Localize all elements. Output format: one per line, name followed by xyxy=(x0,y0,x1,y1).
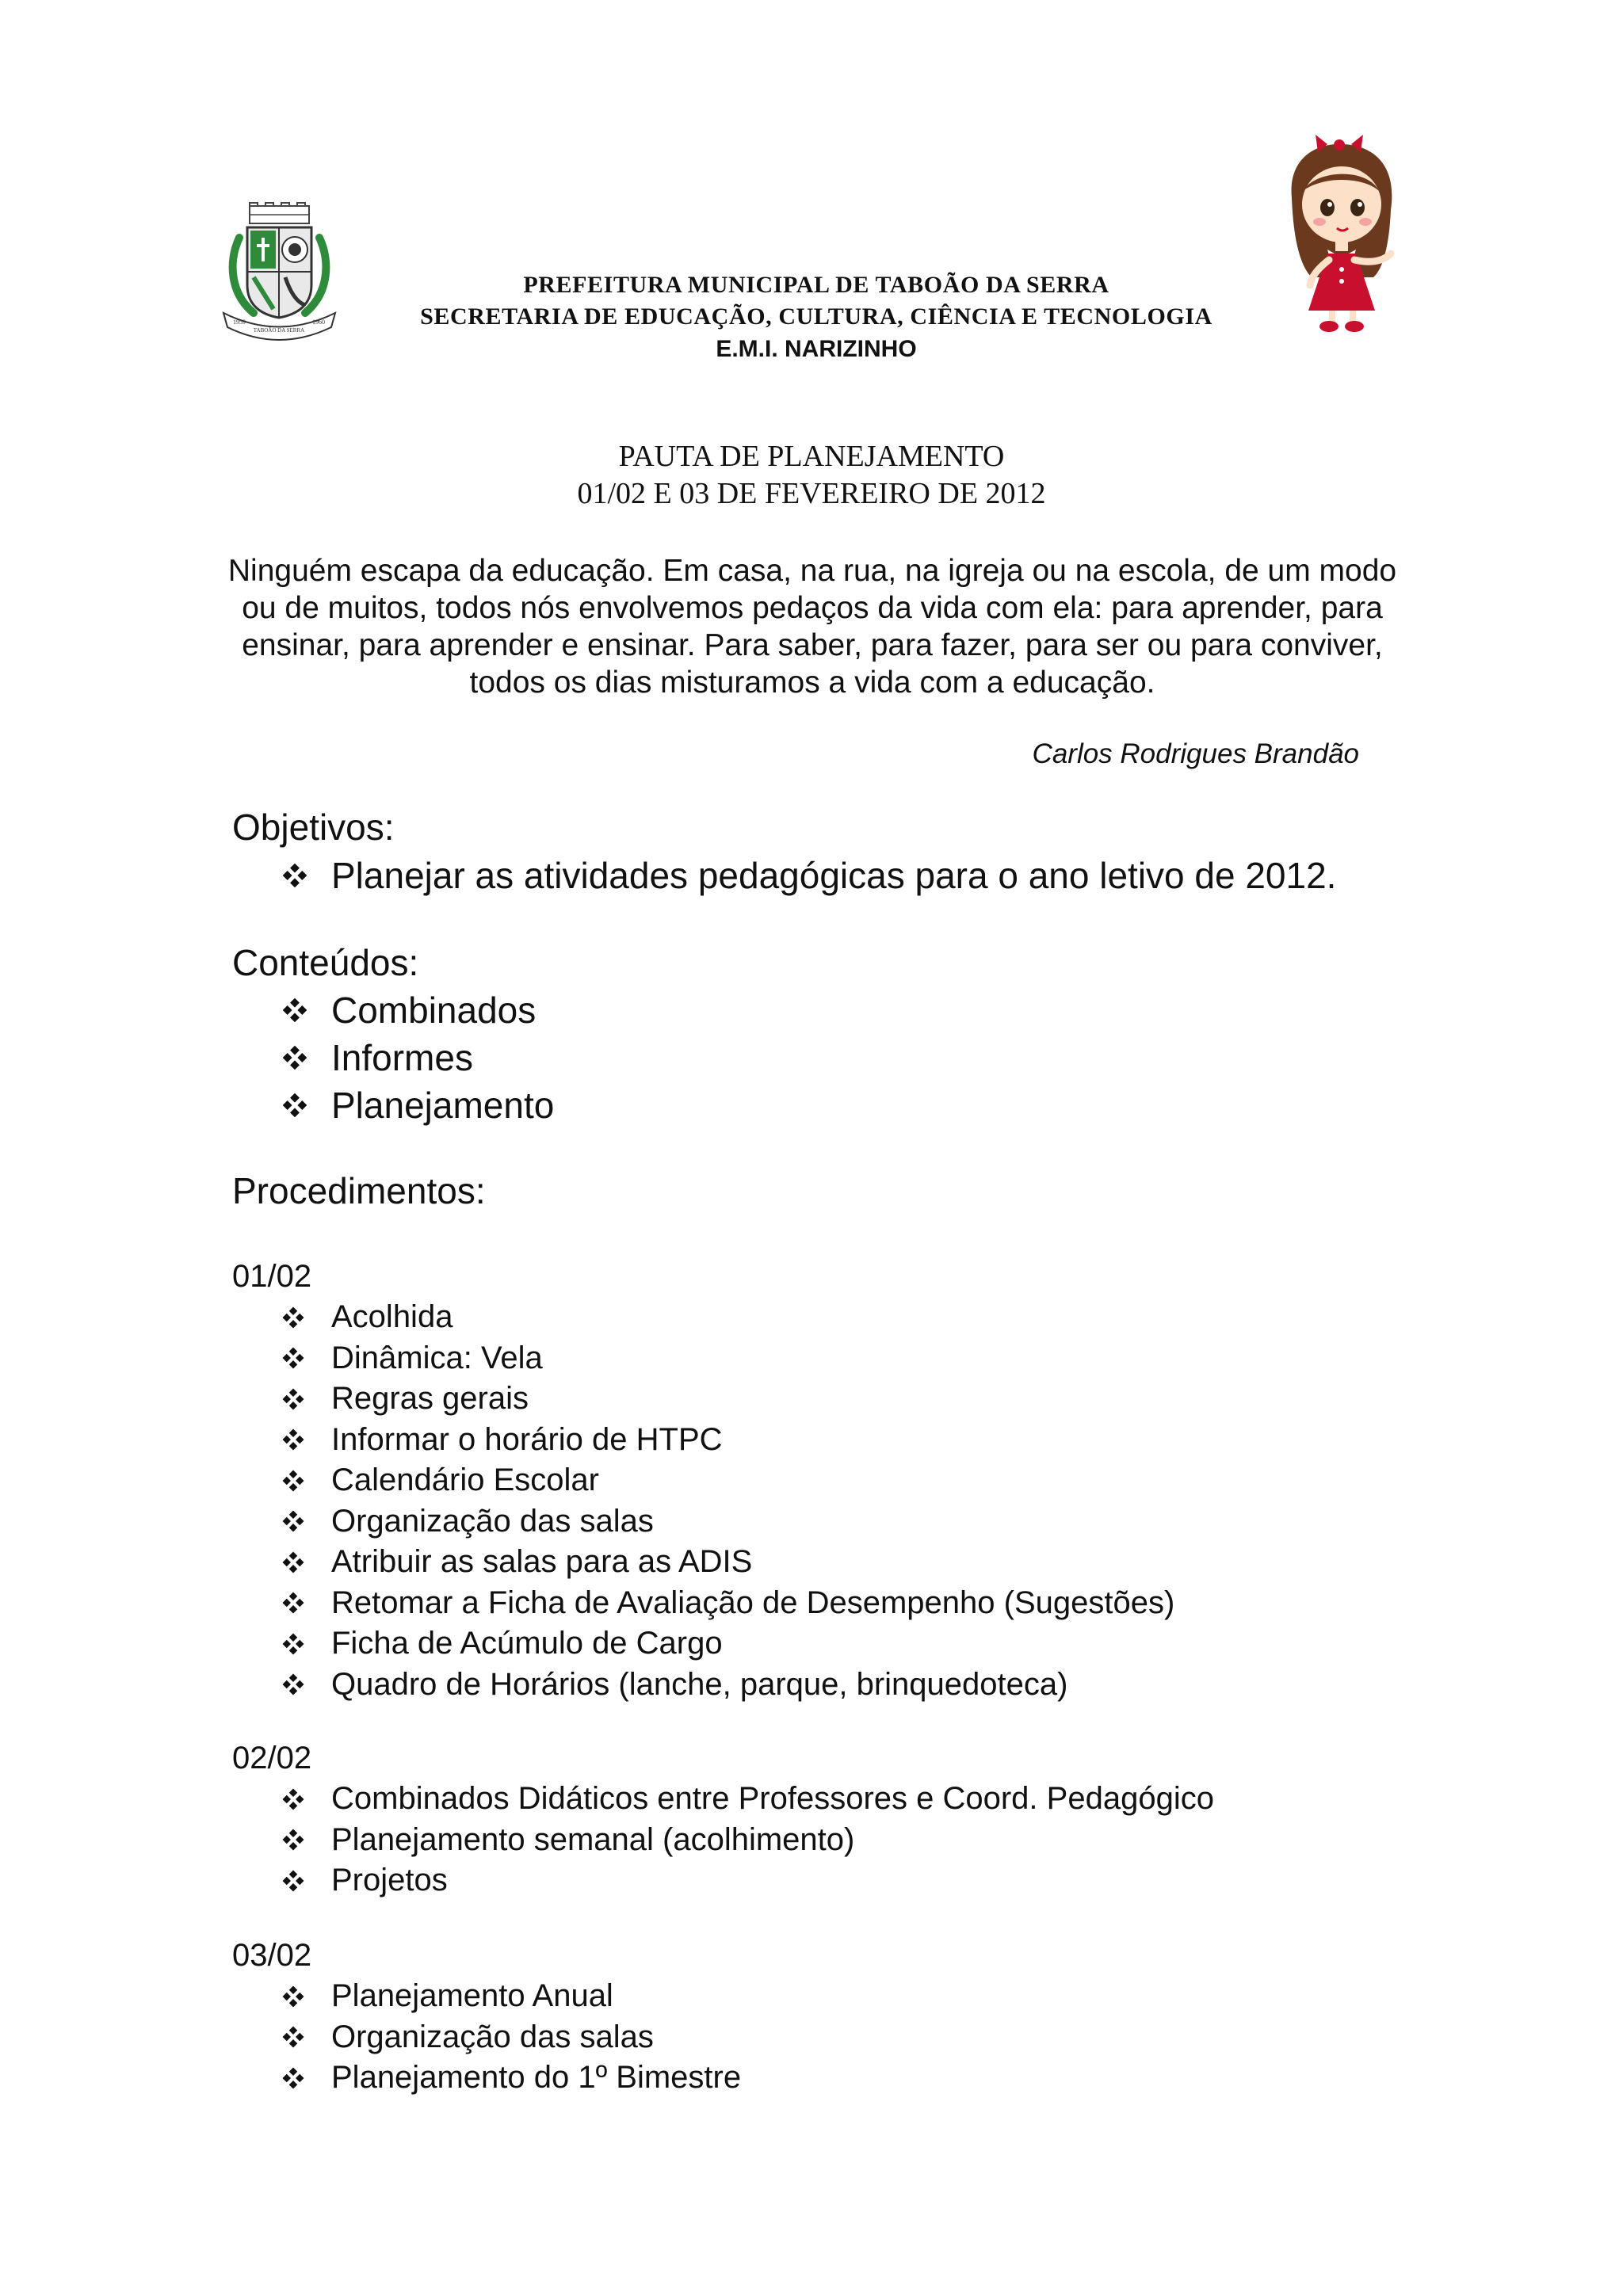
document-title xyxy=(0,438,1623,513)
list-item xyxy=(281,1460,1174,1501)
list-item-text: Combinados Didáticos entre Professores e Coord. Pedagógico xyxy=(331,1781,1214,1816)
day-0302-list xyxy=(281,1976,741,2099)
list-item xyxy=(281,1820,1214,1861)
list-item-text: Organização das salas xyxy=(331,1503,654,1539)
list-item xyxy=(281,1034,554,1081)
diamond-bullet-icon xyxy=(281,2025,305,2049)
diamond-bullet-icon xyxy=(281,1387,305,1411)
svg-text:1960: 1960 xyxy=(312,318,325,326)
day-label-0202: 02/02 xyxy=(232,1741,312,1775)
diamond-bullet-icon xyxy=(281,1428,305,1451)
diamond-bullet-icon xyxy=(281,1985,305,2008)
list-item-text: Acolhida xyxy=(331,1299,453,1334)
epigraph-author: Carlos Rodrigues Brandão xyxy=(1032,738,1359,769)
list-item xyxy=(281,2058,741,2099)
list-item xyxy=(281,1665,1174,1706)
svg-text:1959: 1959 xyxy=(233,318,246,326)
list-item xyxy=(281,1081,554,1129)
day-label-0302: 03/02 xyxy=(232,1938,312,1973)
diamond-bullet-icon xyxy=(281,1092,308,1119)
list-item-text: Planejamento Anual xyxy=(331,1978,613,2013)
diamond-bullet-icon xyxy=(281,1787,305,1811)
conteudos-list xyxy=(281,986,554,1129)
list-item xyxy=(281,1501,1174,1543)
day-0202-list xyxy=(281,1779,1214,1901)
list-item-text: Ficha de Acúmulo de Cargo xyxy=(331,1626,723,1661)
diamond-bullet-icon xyxy=(281,1828,305,1852)
list-item-text: Informes xyxy=(331,1037,473,1078)
title-line-1: PAUTA DE PLANEJAMENTO xyxy=(618,440,1005,473)
list-item-text: Planejamento xyxy=(331,1085,555,1126)
list-item xyxy=(281,1860,1214,1901)
list-item xyxy=(281,1297,1174,1338)
diamond-bullet-icon xyxy=(281,862,308,889)
header-school: E.M.I. NARIZINHO xyxy=(716,336,917,362)
diamond-bullet-icon xyxy=(281,1591,305,1615)
list-item xyxy=(281,2017,741,2058)
diamond-bullet-icon xyxy=(281,2066,305,2090)
procedimentos-heading: Procedimentos: xyxy=(232,1170,486,1211)
list-item xyxy=(281,852,1336,899)
list-item xyxy=(281,1583,1174,1624)
diamond-bullet-icon xyxy=(281,1469,305,1493)
diamond-bullet-icon xyxy=(281,1509,305,1533)
list-item xyxy=(281,986,554,1034)
diamond-bullet-icon xyxy=(281,1632,305,1656)
epigraph-quote: Ninguém escapa da educação. Em casa, na rua, na igreja ou na escola, de um modo ou de muitos, todos nós envolvemos pedaços da vida com ela: para aprender, para ensinar, para aprender e ensinar. Para saber, para fazer, para ser ou para conviver, todos os dias misturamos a vida com a educação. xyxy=(227,554,1397,700)
diamond-bullet-icon xyxy=(281,1306,305,1329)
diamond-bullet-icon xyxy=(281,1044,308,1071)
list-item-text: Calendário Escolar xyxy=(331,1463,599,1497)
list-item xyxy=(281,1542,1174,1583)
objetivos-list xyxy=(281,852,1336,899)
list-item-text: Retomar a Ficha de Avaliação de Desempenho (Sugestões) xyxy=(331,1585,1175,1620)
document-header xyxy=(333,269,1300,366)
list-item-text: Planejamento semanal (acolhimento) xyxy=(331,1821,855,1857)
list-item xyxy=(281,1379,1174,1420)
list-item-text: Planejamento do 1º Bimestre xyxy=(331,2060,742,2095)
diamond-bullet-icon xyxy=(281,1672,305,1696)
header-municipality: PREFEITURA MUNICIPAL DE TABOÃO DA SERRA xyxy=(523,272,1109,298)
objetivos-heading: Objetivos: xyxy=(232,807,395,848)
list-item xyxy=(281,1420,1174,1461)
diamond-bullet-icon xyxy=(281,1346,305,1370)
list-item-text: Dinâmica: Vela xyxy=(331,1340,543,1375)
municipal-crest-icon xyxy=(222,202,337,341)
list-item xyxy=(281,1976,741,2017)
list-item xyxy=(281,1338,1174,1379)
list-item-text: Quadro de Horários (lanche, parque, brinquedoteca) xyxy=(331,1666,1068,1702)
diamond-bullet-icon xyxy=(281,1550,305,1574)
list-item-text: Regras gerais xyxy=(331,1381,529,1416)
header-secretariat: SECRETARIA DE EDUCAÇÃO, CULTURA, CIÊNCIA E TECNOLOGIA xyxy=(420,303,1212,330)
conteudos-heading: Conteúdos: xyxy=(232,942,419,983)
day-0102-list xyxy=(281,1297,1174,1705)
list-item xyxy=(281,1623,1174,1665)
list-item-text: Informar o horário de HTPC xyxy=(331,1421,723,1457)
list-item-text: Combinados xyxy=(331,990,537,1031)
diamond-bullet-icon xyxy=(281,1869,305,1893)
svg-text:TABOÃO DA SERRA: TABOÃO DA SERRA xyxy=(253,327,305,334)
list-item-text: Projetos xyxy=(331,1863,448,1897)
day-label-0102: 01/02 xyxy=(232,1259,312,1294)
list-item-text: Planejar as atividades pedagógicas para o ano letivo de 2012. xyxy=(331,855,1337,896)
diamond-bullet-icon xyxy=(281,997,308,1024)
list-item-text: Organização das salas xyxy=(331,2019,654,2054)
list-item-text: Atribuir as salas para as ADIS xyxy=(331,1544,753,1579)
title-line-2: 01/02 E 03 DE FEVEREIRO DE 2012 xyxy=(577,477,1046,510)
list-item xyxy=(281,1779,1214,1820)
